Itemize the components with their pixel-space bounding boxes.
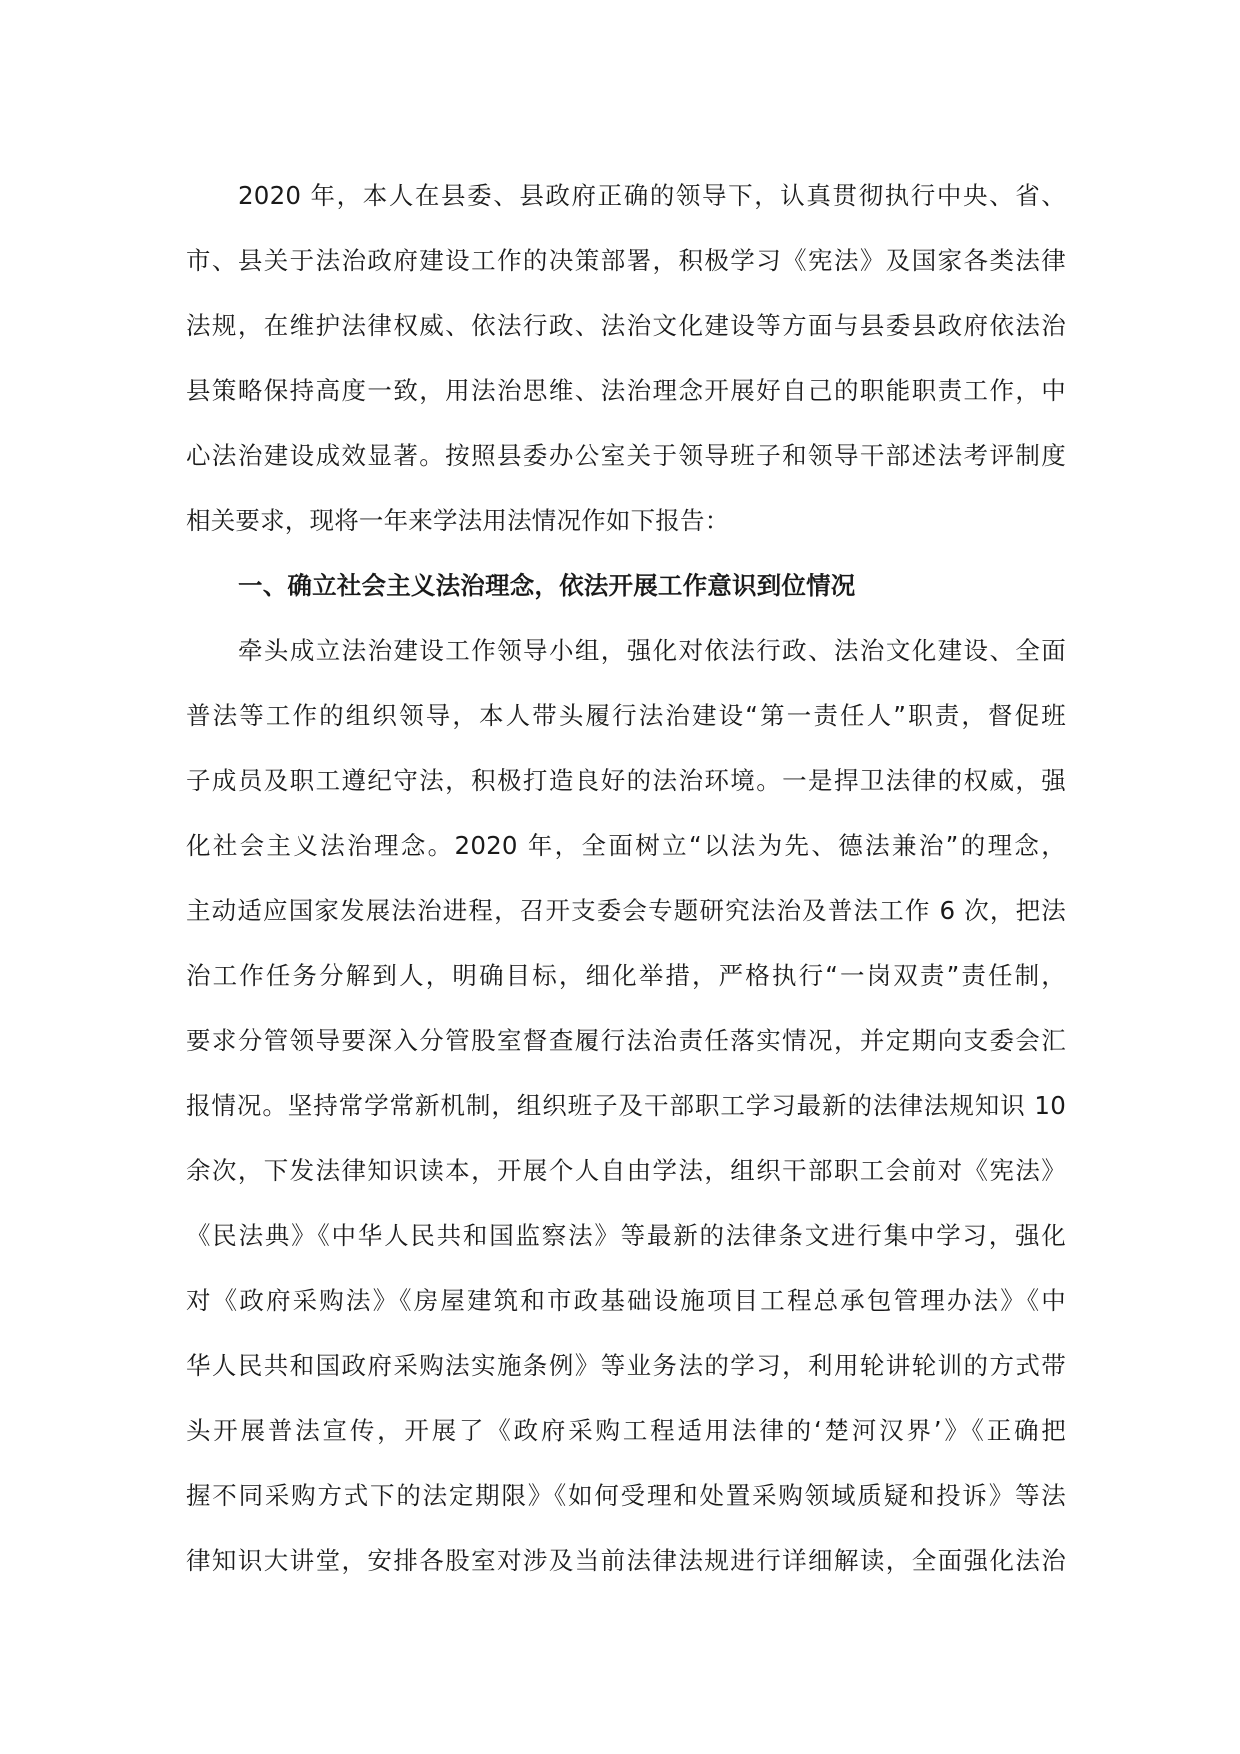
paragraph-line: 握不同采购方式下的法定期限》《如何受理和处置采购领域质疑和投诉》等法 (186, 1481, 1066, 1510)
paragraph-line: 主动适应国家发展法治进程，召开支委会专题研究法治及普法工作 6 次，把法 (186, 896, 1066, 925)
paragraph-line: 县策略保持高度一致，用法治思维、法治理念开展好自己的职能职责工作，中 (186, 376, 1066, 405)
paragraph-line: 牵头成立法治建设工作领导小组，强化对依法行政、法治文化建设、全面 (238, 636, 1066, 665)
paragraph-line: 法规，在维护法律权威、依法行政、法治文化建设等方面与县委县政府依法治 (186, 311, 1066, 340)
paragraph-line: 2020 年，本人在县委、县政府正确的领导下，认真贯彻执行中央、省、 (238, 181, 1066, 210)
document-body (186, 170, 1066, 1600)
paragraph-line: 普法等工作的组织领导，本人带头履行法治建设“第一责任人”职责，督促班 (186, 701, 1066, 730)
paragraph-line: 市、县关于法治政府建设工作的决策部署，积极学习《宪法》及国家各类法律 (186, 246, 1066, 275)
paragraph-line: 相关要求，现将一年来学法用法情况作如下报告： (186, 506, 730, 535)
paragraph-line: 子成员及职工遵纪守法，积极打造良好的法治环境。一是捍卫法律的权威，强 (186, 766, 1066, 795)
paragraph-line: 报情况。坚持常学常新机制，组织班子及干部职工学习最新的法律法规知识 10 (186, 1091, 1066, 1120)
paragraph-line: 律知识大讲堂，安排各股室对涉及当前法律法规进行详细解读，全面强化法治 (186, 1546, 1066, 1575)
paragraph-line: 治工作任务分解到人，明确目标，细化举措，严格执行“一岗双责”责任制， (186, 961, 1066, 990)
paragraph-line: 化社会主义法治理念。2020 年，全面树立“以法为先、德法兼治”的理念， (186, 831, 1066, 860)
section-heading: 一、确立社会主义法治理念，依法开展工作意识到位情况 (238, 571, 856, 600)
paragraph-line: 对《政府采购法》《房屋建筑和市政基础设施项目工程总承包管理办法》《中 (186, 1286, 1066, 1315)
paragraph-line: 余次，下发法律知识读本，开展个人自由学法，组织干部职工会前对《宪法》 (186, 1156, 1066, 1185)
paragraph-line: 《民法典》《中华人民共和国监察法》等最新的法律条文进行集中学习，强化 (186, 1221, 1066, 1250)
paragraph-line: 华人民共和国政府采购法实施条例》等业务法的学习，利用轮讲轮训的方式带 (186, 1351, 1066, 1380)
paragraph-line: 要求分管领导要深入分管股室督查履行法治责任落实情况，并定期向支委会汇 (186, 1026, 1066, 1055)
paragraph-line: 心法治建设成效显著。按照县委办公室关于领导班子和领导干部述法考评制度 (186, 441, 1066, 470)
paragraph-line: 头开展普法宣传，开展了《政府采购工程适用法律的‘楚河汉界’》《正确把 (186, 1416, 1066, 1445)
